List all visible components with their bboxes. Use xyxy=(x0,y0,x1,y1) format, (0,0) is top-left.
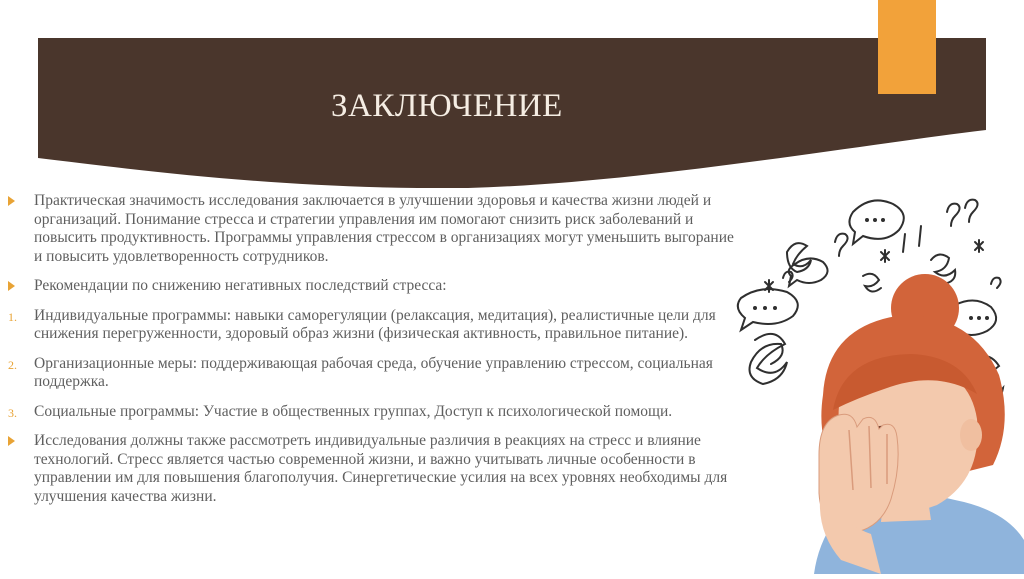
scribble-icon xyxy=(863,274,881,292)
question-mark-icon xyxy=(835,234,848,256)
arrow-bullet-icon xyxy=(8,196,15,206)
question-mark-icon xyxy=(947,204,960,226)
speech-bubble-icon xyxy=(738,289,798,330)
numbered-item xyxy=(8,355,738,392)
item-number: 3. xyxy=(8,405,17,420)
numbered-item xyxy=(8,307,738,344)
bullet-text: Исследования должны также рассмотреть индивидуальные различия в реакциях на стресс и влияние технологий. Стресс является частью современной жизни, и важно учитывать личные особенности в управлении им для повышения благополучия. Синергетические усилия на всех уровнях необходимы для улучшения качества жизни. xyxy=(34,432,728,505)
bullet-text: Индивидуальные программы: навыки саморегуляции (релаксация, медитация), реалистичные цели для снижения перегруженности, здоровый образ жизни (физическая активность, правильное питание). xyxy=(34,306,716,342)
asterisk-icon xyxy=(881,250,889,262)
speech-bubble-icon xyxy=(849,200,903,244)
question-mark-icon xyxy=(991,278,1001,288)
asterisk-icon xyxy=(975,240,983,252)
bullet-text: Практическая значимость исследования заключается в улучшении здоровья и качества жизни людей и организаций. Понимание стресса и стратегии управления им помогают снизить риск заболеваний и повысить продуктивность. Программы управления стрессом в организациях могут уменьшить выгорание и повысить удовлетворенность сотрудников. xyxy=(34,192,734,265)
item-number: 1. xyxy=(8,309,17,324)
slide-title: ЗАКЛЮЧЕНИЕ xyxy=(331,88,563,124)
bullet-item xyxy=(8,432,738,506)
item-number: 2. xyxy=(8,357,17,372)
asterisk-icon xyxy=(765,280,773,292)
arrow-bullet-icon xyxy=(8,281,15,291)
exclamation-icon xyxy=(903,234,905,252)
bullet-item xyxy=(8,192,738,266)
bullet-list xyxy=(8,192,738,517)
numbered-item xyxy=(8,403,738,422)
question-mark-icon xyxy=(965,200,978,222)
illustration-svg xyxy=(735,190,1024,574)
arrow-bullet-icon xyxy=(8,436,15,446)
accent-tab xyxy=(878,0,936,94)
bullet-item xyxy=(8,277,738,296)
scribble-icon xyxy=(750,334,788,384)
bullet-text: Социальные программы: Участие в общественных группах, Доступ к психологической помощи. xyxy=(34,402,673,420)
stressed-woman-illustration xyxy=(735,190,1024,574)
exclamation-icon xyxy=(919,226,921,246)
bullet-text: Рекомендации по снижению негативных последствий стресса: xyxy=(34,277,447,294)
bullet-text: Организационные меры: поддерживающая рабочая среда, обучение управлению стрессом, социальная поддержка. xyxy=(34,354,713,390)
scribble-icon xyxy=(787,243,811,272)
woman-figure xyxy=(814,274,1024,574)
